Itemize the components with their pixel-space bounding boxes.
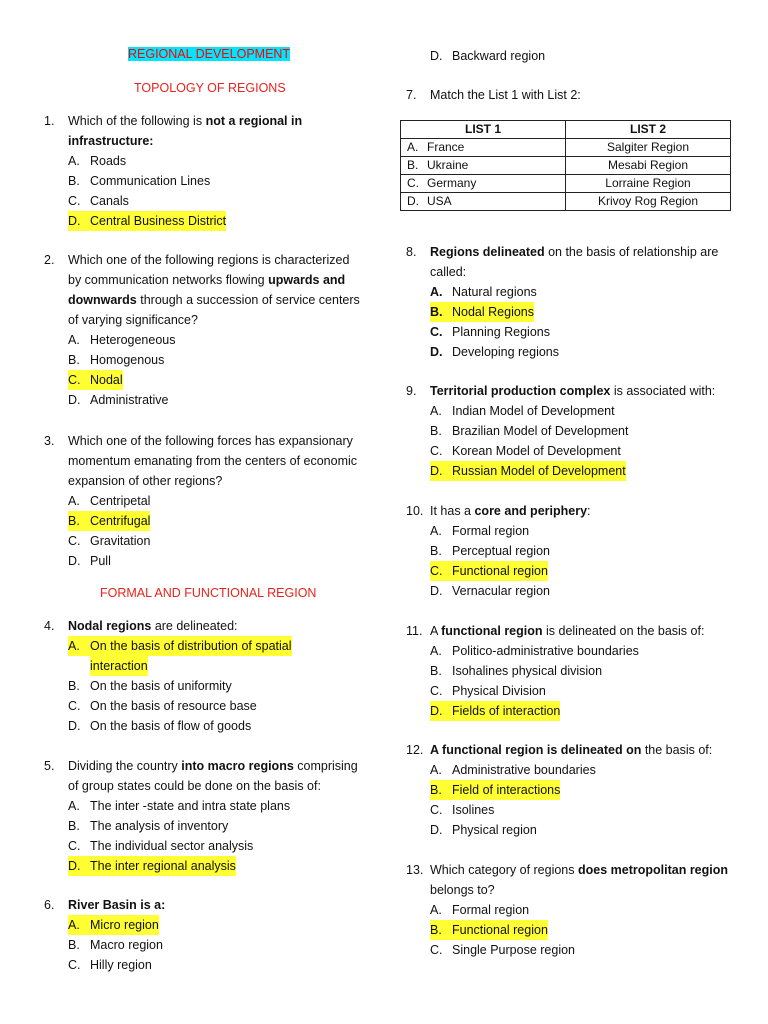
option-d: D. On the basis of flow of goods [68,719,252,733]
option-d: D. Developing regions [430,345,560,359]
option-b: B. Perceptual region [430,544,550,558]
question-number: 11. [406,624,423,638]
option-b-answer: B. Field of interactions [430,780,560,800]
option-a: A. Indian Model of Development [430,404,615,418]
question-number: 4. [44,619,55,633]
option-b-answer: B. Centrifugal [68,511,150,531]
question-number: 10. [406,504,424,518]
question-text: Match the List 1 with List 2: [430,88,581,102]
option-b: B. Brazilian Model of Development [430,424,629,438]
table-row [401,175,731,193]
option-b-answer: B. Functional region [430,920,548,940]
question-10 [406,501,736,601]
section-heading-topology: TOPOLOGY OF REGIONS [134,81,286,95]
page-title: REGIONAL DEVELOPMENT [128,47,291,61]
option-a: A. Roads [68,154,127,168]
question-5 [44,756,364,876]
option-c: C. Gravitation [68,534,151,548]
question-6-continued [406,46,736,66]
option-a: A. Formal region [430,903,530,917]
question-number: 2. [44,253,55,267]
question-number: 13. [406,863,424,877]
question-1 [44,111,364,231]
question-4 [44,616,364,736]
question-number: 9. [406,384,417,398]
match-table [400,120,731,211]
question-text: River Basin is a: [68,898,166,912]
text: Which of the following is [68,114,206,128]
option-b: B. Macro region [68,938,163,952]
column-header: LIST 2 [566,121,731,139]
option-d: D. Vernacular region [430,584,550,598]
question-text: A functional region is delineated on the basis of: [430,743,713,757]
question-11 [406,621,736,721]
question-text: Regions delineated on the basis of relationship are called: [430,245,719,279]
table-cell: A. France [401,139,566,157]
option-a: A. Administrative boundaries [430,763,596,777]
option-a: A. Formal region [430,524,530,538]
option-b: B. Isohalines physical division [430,664,603,678]
option-c: C. Isolines [430,803,495,817]
option-c: C. Planning Regions [430,325,550,339]
question-text: Dividing the country into macro regions comprising of group states could be done on the basis of: [68,759,358,793]
option-a: A. Natural regions [430,285,537,299]
table-cell: B. Ukraine [401,157,566,175]
option-a-answer-cont: interaction [90,656,148,676]
option-c: C. Canals [68,194,129,208]
table-cell: Lorraine Region [566,175,731,193]
question-text [68,111,364,151]
question-7 [406,85,736,105]
table-cell: Salgiter Region [566,139,731,157]
question-3 [44,431,364,571]
question-number: 1. [44,114,55,128]
question-12 [406,740,736,840]
option-d-answer: D. Russian Model of Development [430,461,626,481]
table-row [401,193,731,211]
option-b-answer: B. Nodal Regions [430,302,534,322]
table-cell: Krivoy Rog Region [566,193,731,211]
option-c-answer: C. Functional region [430,561,548,581]
option-a: A. Heterogeneous [68,333,176,347]
option-a-answer: A. On the basis of distribution of spatial [68,636,292,656]
table-row [401,139,731,157]
section-heading-formal-functional: FORMAL AND FUNCTIONAL REGION [100,586,317,600]
option-a: A. Politico-administrative boundaries [430,644,639,658]
option-c: C. On the basis of resource base [68,699,257,713]
question-text: Territorial production complex is associated with: [430,384,716,398]
question-8 [406,242,736,362]
table-row [401,157,731,175]
table-cell: D. USA [401,193,566,211]
question-text: Which one of the following forces has expansionary momentum emanating from the centers of economic expansion of other regions? [68,434,358,488]
question-6 [44,895,364,975]
option-c-answer: C. Nodal [68,370,123,390]
question-9 [406,381,736,481]
option-b: B. The analysis of inventory [68,819,229,833]
question-number: 3. [44,434,55,448]
table-header-row [401,121,731,139]
option-d-answer: D. Fields of interaction [430,701,560,721]
option-b: B. Homogenous [68,353,165,367]
question-number: 12. [406,743,424,757]
question-text: Nodal regions are delineated: [68,619,238,633]
option-d: D. Administrative [68,393,169,407]
option-b: B. Communication Lines [68,174,211,188]
option-c: C. Hilly region [68,958,152,972]
option-a: A. Centripetal [68,494,151,508]
table-cell: Mesabi Region [566,157,731,175]
option-d: D. Backward region [430,49,546,63]
question-13 [406,860,736,960]
question-text: Which one of the following regions is characterized by communication networks flowing upwards and downwards through a succession of service centers of varying significance? [68,253,360,327]
option-c: C. Single Purpose region [430,943,575,957]
option-c: C. Physical Division [430,684,546,698]
option-d-answer: D. Central Business District [68,211,226,231]
option-a: A. The inter -state and intra state plans [68,799,291,813]
question-number: 5. [44,759,55,773]
column-header: LIST 1 [401,121,566,139]
option-a-answer: A. Micro region [68,915,159,935]
question-text: A functional region is delineated on the basis of: [430,624,705,638]
option-d: D. Physical region [430,823,537,837]
question-number: 6. [44,898,55,912]
question-2 [44,250,364,410]
question-number: 7. [406,88,417,102]
question-number: 8. [406,245,417,259]
question-text: Which category of regions does metropolitan region belongs to? [430,863,729,897]
option-c: C. The individual sector analysis [68,839,254,853]
bold-text: not a regional in infrastructure: [68,114,303,148]
option-c: C. Korean Model of Development [430,444,621,458]
question-text: It has a core and periphery: [430,504,591,518]
option-b: B. On the basis of uniformity [68,679,232,693]
table-cell: C. Germany [401,175,566,193]
option-d-answer: D. The inter regional analysis [68,856,236,876]
option-d: D. Pull [68,554,111,568]
